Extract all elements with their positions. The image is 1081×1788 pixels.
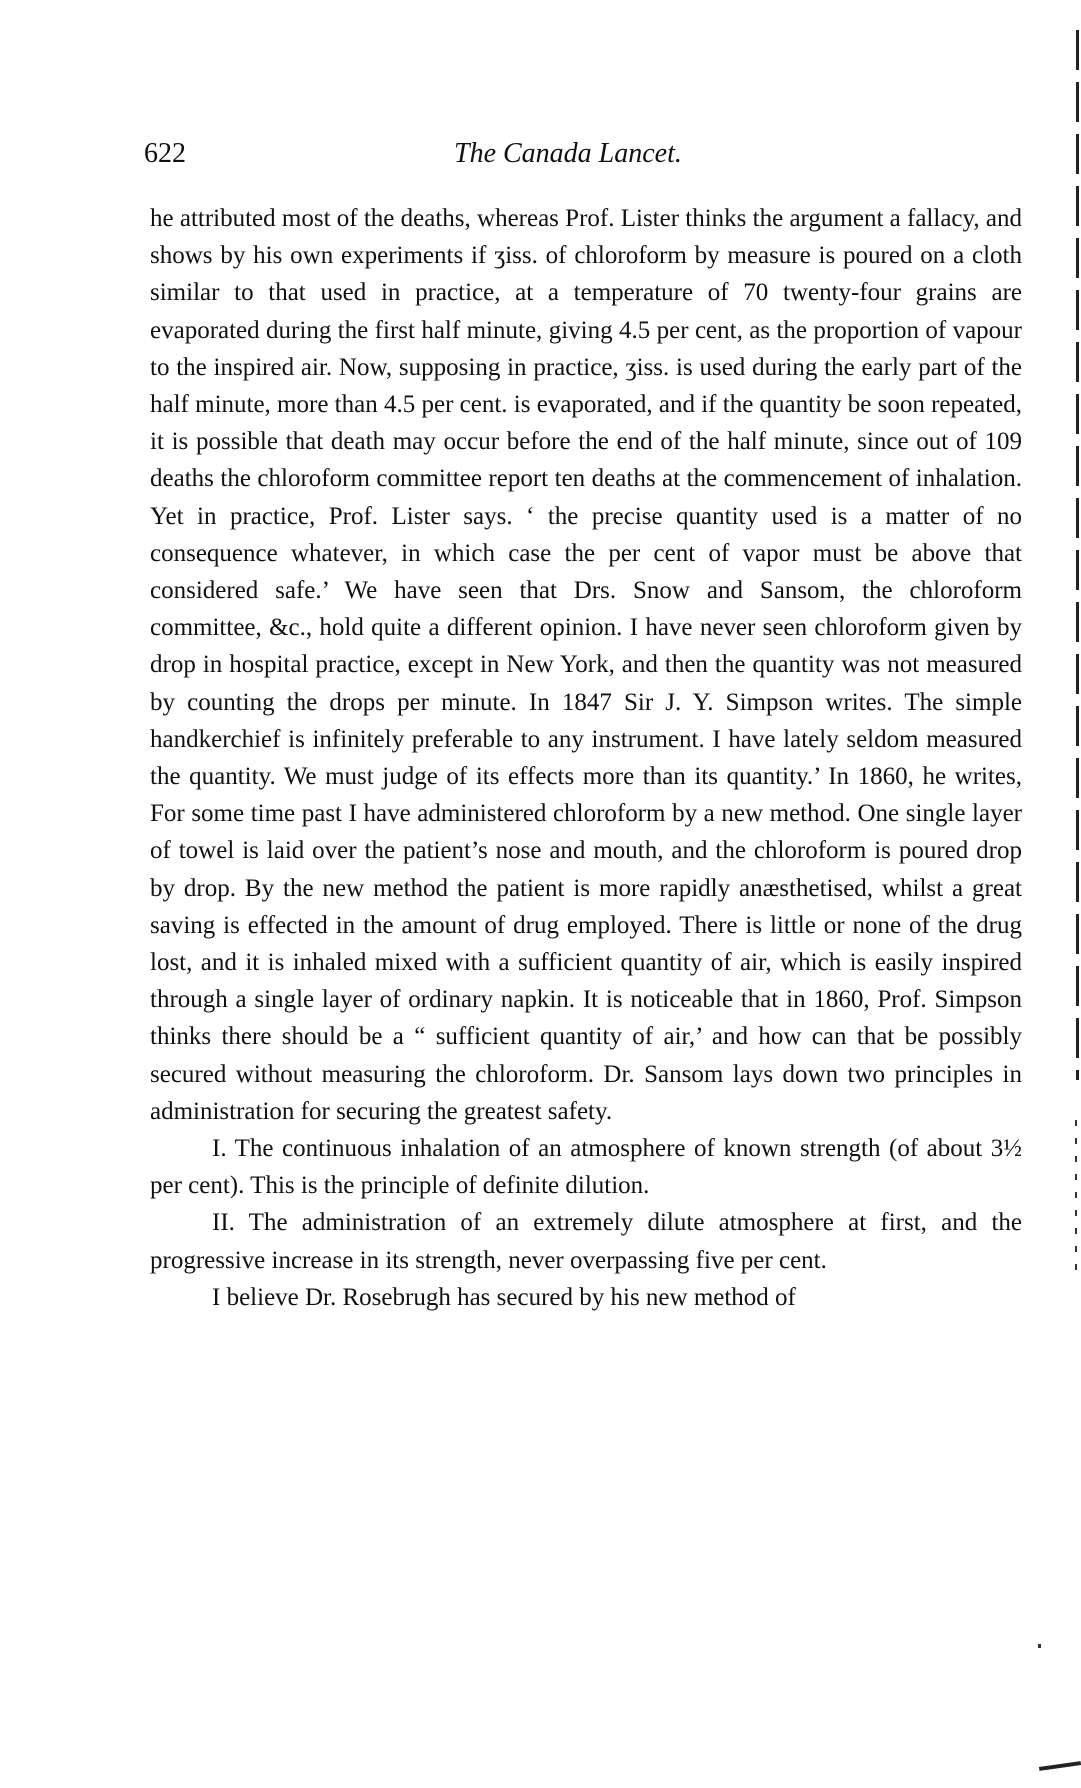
paragraph: he attributed most of the deaths, whereas Prof. Lister thinks the argument a fallacy, and shows by his own experiments if ʒiss. of chloroform by measure is poured on a cloth similar to that used in practice, at a temperature of 70 twenty-four grains are evaporated during the first half minute, giving 4.5 per cent, as the proportion of vapour to the inspired air. Now, supposing in practice, ʒiss. is used during the early part of the half minute, more than 4.5 per cent. is evaporated, and if the quantity be soon repeated, it is possible that death may occur before the end of the half minute, since out of 109 deaths the chloroform committee report ten deaths at the commencement of inhalation. Yet in practice, Prof. Lister says. ‘ the precise quantity used is a matter of no consequence whatever, in which case the per cent of vapor must be above that considered safe.’ We have seen that Drs. Snow and Sansom, the chloroform committee, &c., hold quite a different opinion. I have never seen chloroform given by drop in hospital practice, except in New York, and then the quantity was not measured by counting the drops per minute. In 1847 Sir J. Y. Simpson writes. The simple handkerchief is infinitely preferable to any instrument. I have lately seldom measured the quantity. We must judge of its effects more than its quantity.’ In 1860, he writes, For some time past I have administered chloroform by a new method. One single layer of towel is laid over the patient’s nose and mouth, and the chloroform is poured drop by drop. By the new method the patient is more rapidly anæsthetised, whilst a great saving is effected in the amount of drug employed. There is little or none of the drug lost, and it is inhaled mixed with a sufficient quantity of air, which is easily inspired through a single layer of ordinary napkin. It is noticeable that in 1860, Prof. Simpson thinks there should be a “ sufficient quantity of air,’ and how can that be possibly secured without measuring the chloroform. Dr. Sansom lays down two principles in administration for securing the greatest safety.: [150, 205, 1022, 1125]
scan-speck: [1038, 1644, 1041, 1648]
body-text: [150, 200, 1022, 1316]
paragraph: I. The continuous inhalation of an atmosphere of known strength (of about 3½ per cent). This is the principle of definite dilution.: [150, 1135, 1022, 1200]
paragraph: II. The administration of an extremely dilute atmosphere at first, and the progressive increase in its strength, never overpassing five per cent.: [150, 1209, 1022, 1274]
running-title: The Canada Lancet.: [454, 138, 682, 169]
page-edge-rule: [1076, 30, 1079, 1080]
page-header: [144, 138, 1024, 178]
page-edge-dots: [1075, 1120, 1077, 1270]
paragraph: I believe Dr. Rosebrugh has secured by his new method of: [212, 1283, 796, 1311]
page-corner-mark: [1039, 1761, 1081, 1771]
page-number: 622: [144, 138, 186, 169]
